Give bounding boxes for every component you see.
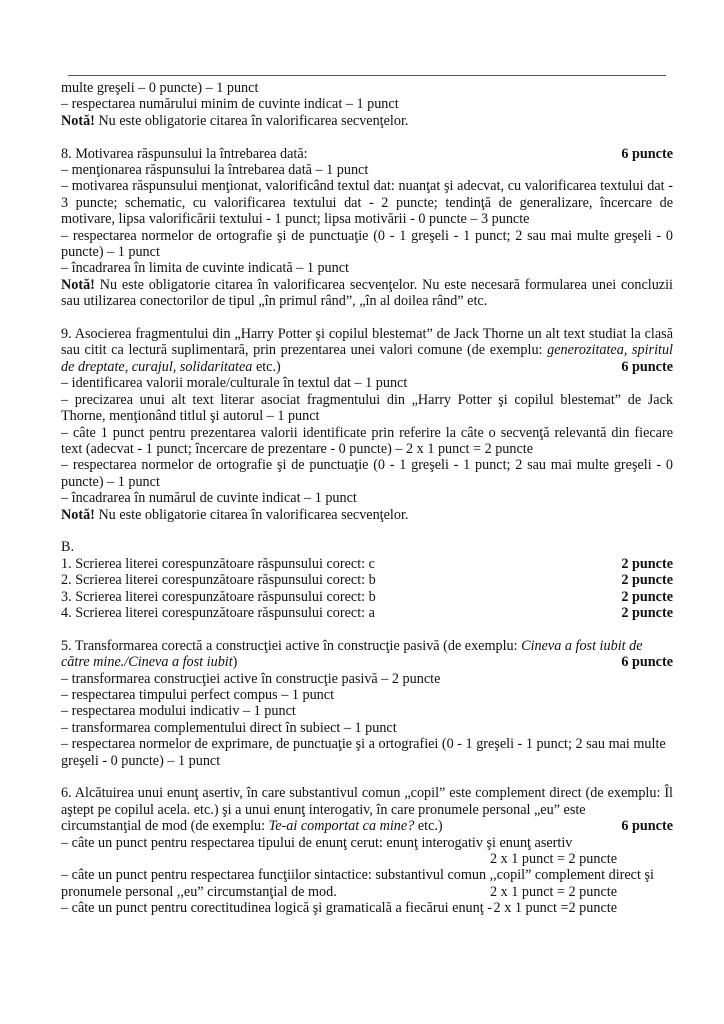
item-9-criterion-3: – câte 1 punct pentru prezentarea valorii identificate prin referire la câte o secvenţă relevantă din fiecare text (adecvat - 1 punct; încercare de prezentare - 0 puncte) – 2 x 1 punct = 2 puncte	[61, 424, 673, 457]
item-8-criterion-1: – menţionarea răspunsului la întrebarea dată – 1 punct	[61, 162, 369, 179]
item-9-criterion-5: – încadrarea în numărul de cuvinte indicat – 1 punct	[61, 490, 357, 507]
intro-line-1: multe greşeli – 0 puncte) – 1 punct	[61, 80, 259, 96]
note-text: Nu este obligatorie citarea în valorificarea secvenţelor.	[94, 506, 409, 523]
item-5-criterion-3: – respectarea modului indicativ – 1 punct	[61, 703, 296, 720]
item-6-criterion-2b: pronumele personal ,,eu” circumstanţial de mod. 2 x 1 punct = 2 puncte	[61, 883, 617, 900]
item-6-criterion-1: – câte un punct pentru respectarea tipului de enunţ cerut: enunţ interogativ şi enunţ asertiv	[61, 834, 573, 851]
item-8-criterion-4: – încadrarea în limita de cuvinte indicată – 1 punct	[61, 260, 349, 277]
item-6-title: 6. Alcătuirea unui enunţ asertiv, în care substantivul comun „copil” este complement direct (de exemplu: Îl aştept pe copilul acela. etc.) şi a unui enunţ interogativ, în care pronumele personal „eu” este	[61, 785, 673, 818]
item-8-criterion-3: – respectarea normelor de ortografie şi de punctuaţie (0 - 1 greşeli - 1 punct; 2 sau mai multe greşeli - 0 puncte) – 1 punct	[61, 227, 673, 261]
intro-line-2: – respectarea numărului minim de cuvinte indicat – 1 punct	[61, 96, 399, 113]
item-6-criterion-2-score: 2 x 1 punct = 2 puncte	[490, 883, 617, 900]
item-9-criterion-4: – respectarea normelor de ortografie şi de punctuaţie (0 - 1 greşeli - 1 punct; 2 sau mai multe greşeli - 0 puncte) – 1 punct	[61, 457, 673, 490]
item-9-examples: generozitatea, spiritul de dreptate, curajul, solidaritatea	[61, 342, 674, 375]
section-b-item: 2. Scrierea literei corespunzătoare răspunsului corect: b 2 puncte	[61, 572, 673, 589]
item-5-title-line-1: 5. Transformarea corectă a construcţiei active în construcţie pasivă (de exemplu: Cineva a fost iubit de	[61, 637, 643, 654]
item-9-criterion-2: – precizarea unui alt text literar asociat fragmentului din „Harry Potter şi copilul blestemat” de Jack Thorne, menţionând titlul şi autorul – 1 punct	[61, 391, 673, 425]
item-6-criterion-3-score: 2 x 1 punct =2 puncte	[493, 900, 617, 917]
section-b-item: 3. Scrierea literei corespunzătoare răspunsului corect: b 2 puncte	[61, 588, 673, 605]
item-8-points: 6 puncte	[621, 145, 673, 162]
item-9-criterion-1: – identificarea valorii morale/culturale în textul dat – 1 punct	[61, 375, 408, 392]
item-6-criterion-2a: – câte un punct pentru respectarea funcţiilor sintactice: substantivul comun ,,copil” complement direct şi	[61, 867, 654, 884]
item-8-criterion-2: – motivarea răspunsului menţionat, valorificând textul dat: nuanţat şi adecvat, cu valorificarea textului dat - 3 puncte; schematic, cu valorificarea textului dat - 2 puncte; tendinţă de generalizare, încercare de motivare, lipsa valorificării textului - 1 punct; lipsa motivării - 0 puncte – 3 puncte	[61, 178, 673, 228]
note-label: Notă!	[61, 112, 95, 129]
item-5-criterion-5a: – respectarea normelor de exprimare, de punctuaţie şi a ortografiei (0 - 1 greşeli - 1 punct; 2 sau mai multe	[61, 736, 666, 753]
item-6-criterion-1-score: 2 x 1 punct = 2 puncte	[490, 851, 617, 868]
item-8-title: 8. Motivarea răspunsului la întrebarea dată:	[61, 145, 308, 162]
section-b-item: 1. Scrierea literei corespunzătoare răspunsului corect: c 2 puncte	[61, 555, 673, 572]
item-5-points: 6 puncte	[621, 654, 673, 671]
item-8-note	[61, 277, 673, 310]
item-8-heading	[61, 146, 673, 162]
note-label: Notă!	[61, 506, 95, 523]
note-text: Nu este obligatorie citarea în valorificarea secvenţelor.	[94, 112, 409, 129]
note-label: Notă!	[61, 276, 95, 293]
item-5-criterion-1: – transformarea construcţiei active în construcţie pasivă – 2 puncte	[61, 670, 441, 687]
note-text: Nu este obligatorie citarea în valorificarea secvenţelor. Nu este necesară formularea unei concluzii sau utilizarea conectorilor de tipul „în primul rând”, „în al doilea rând” etc.	[61, 276, 673, 310]
document-page	[61, 80, 673, 917]
item-9-points: 6 puncte	[621, 358, 673, 375]
header-rule	[68, 75, 666, 76]
item-5-criterion-4: – transformarea complementului direct în subiect – 1 punct	[61, 719, 397, 736]
item-5-title-line-2: către mine./Cineva a fost iubit) 6 puncte	[61, 654, 673, 671]
section-b-item: 4. Scrierea literei corespunzătoare răspunsului corect: a 2 puncte	[61, 604, 673, 621]
section-b-label: B.	[61, 539, 75, 556]
item-5-criterion-5b: greşeli - 0 puncte) – 1 punct	[61, 752, 221, 769]
item-9-note	[61, 507, 673, 523]
intro-note	[61, 113, 673, 129]
item-9-title: 9. Asocierea fragmentului din „Harry Potter şi copilul blestemat” de Jack Thorne un alt text studiat la clasă sau citit ca lectură suplimentară, prin prezentarea unei valori comune (de exemplu: generozitatea, spiritul de dreptate, curajul, solidaritatea etc.) 6 puncte	[61, 326, 674, 375]
item-6-points: 6 puncte	[621, 818, 673, 835]
item-6-criterion-3: – câte un punct pentru corectitudinea logică şi gramaticală a fiecărui enunţ - 2 x 1 punct =2 puncte	[61, 900, 617, 917]
item-5-criterion-2: – respectarea timpului perfect compus – 1 punct	[61, 686, 335, 703]
item-6-title-line-3: circumstanţial de mod (de exemplu: Te-ai comportat ca mine? etc.) 6 puncte	[61, 818, 673, 835]
